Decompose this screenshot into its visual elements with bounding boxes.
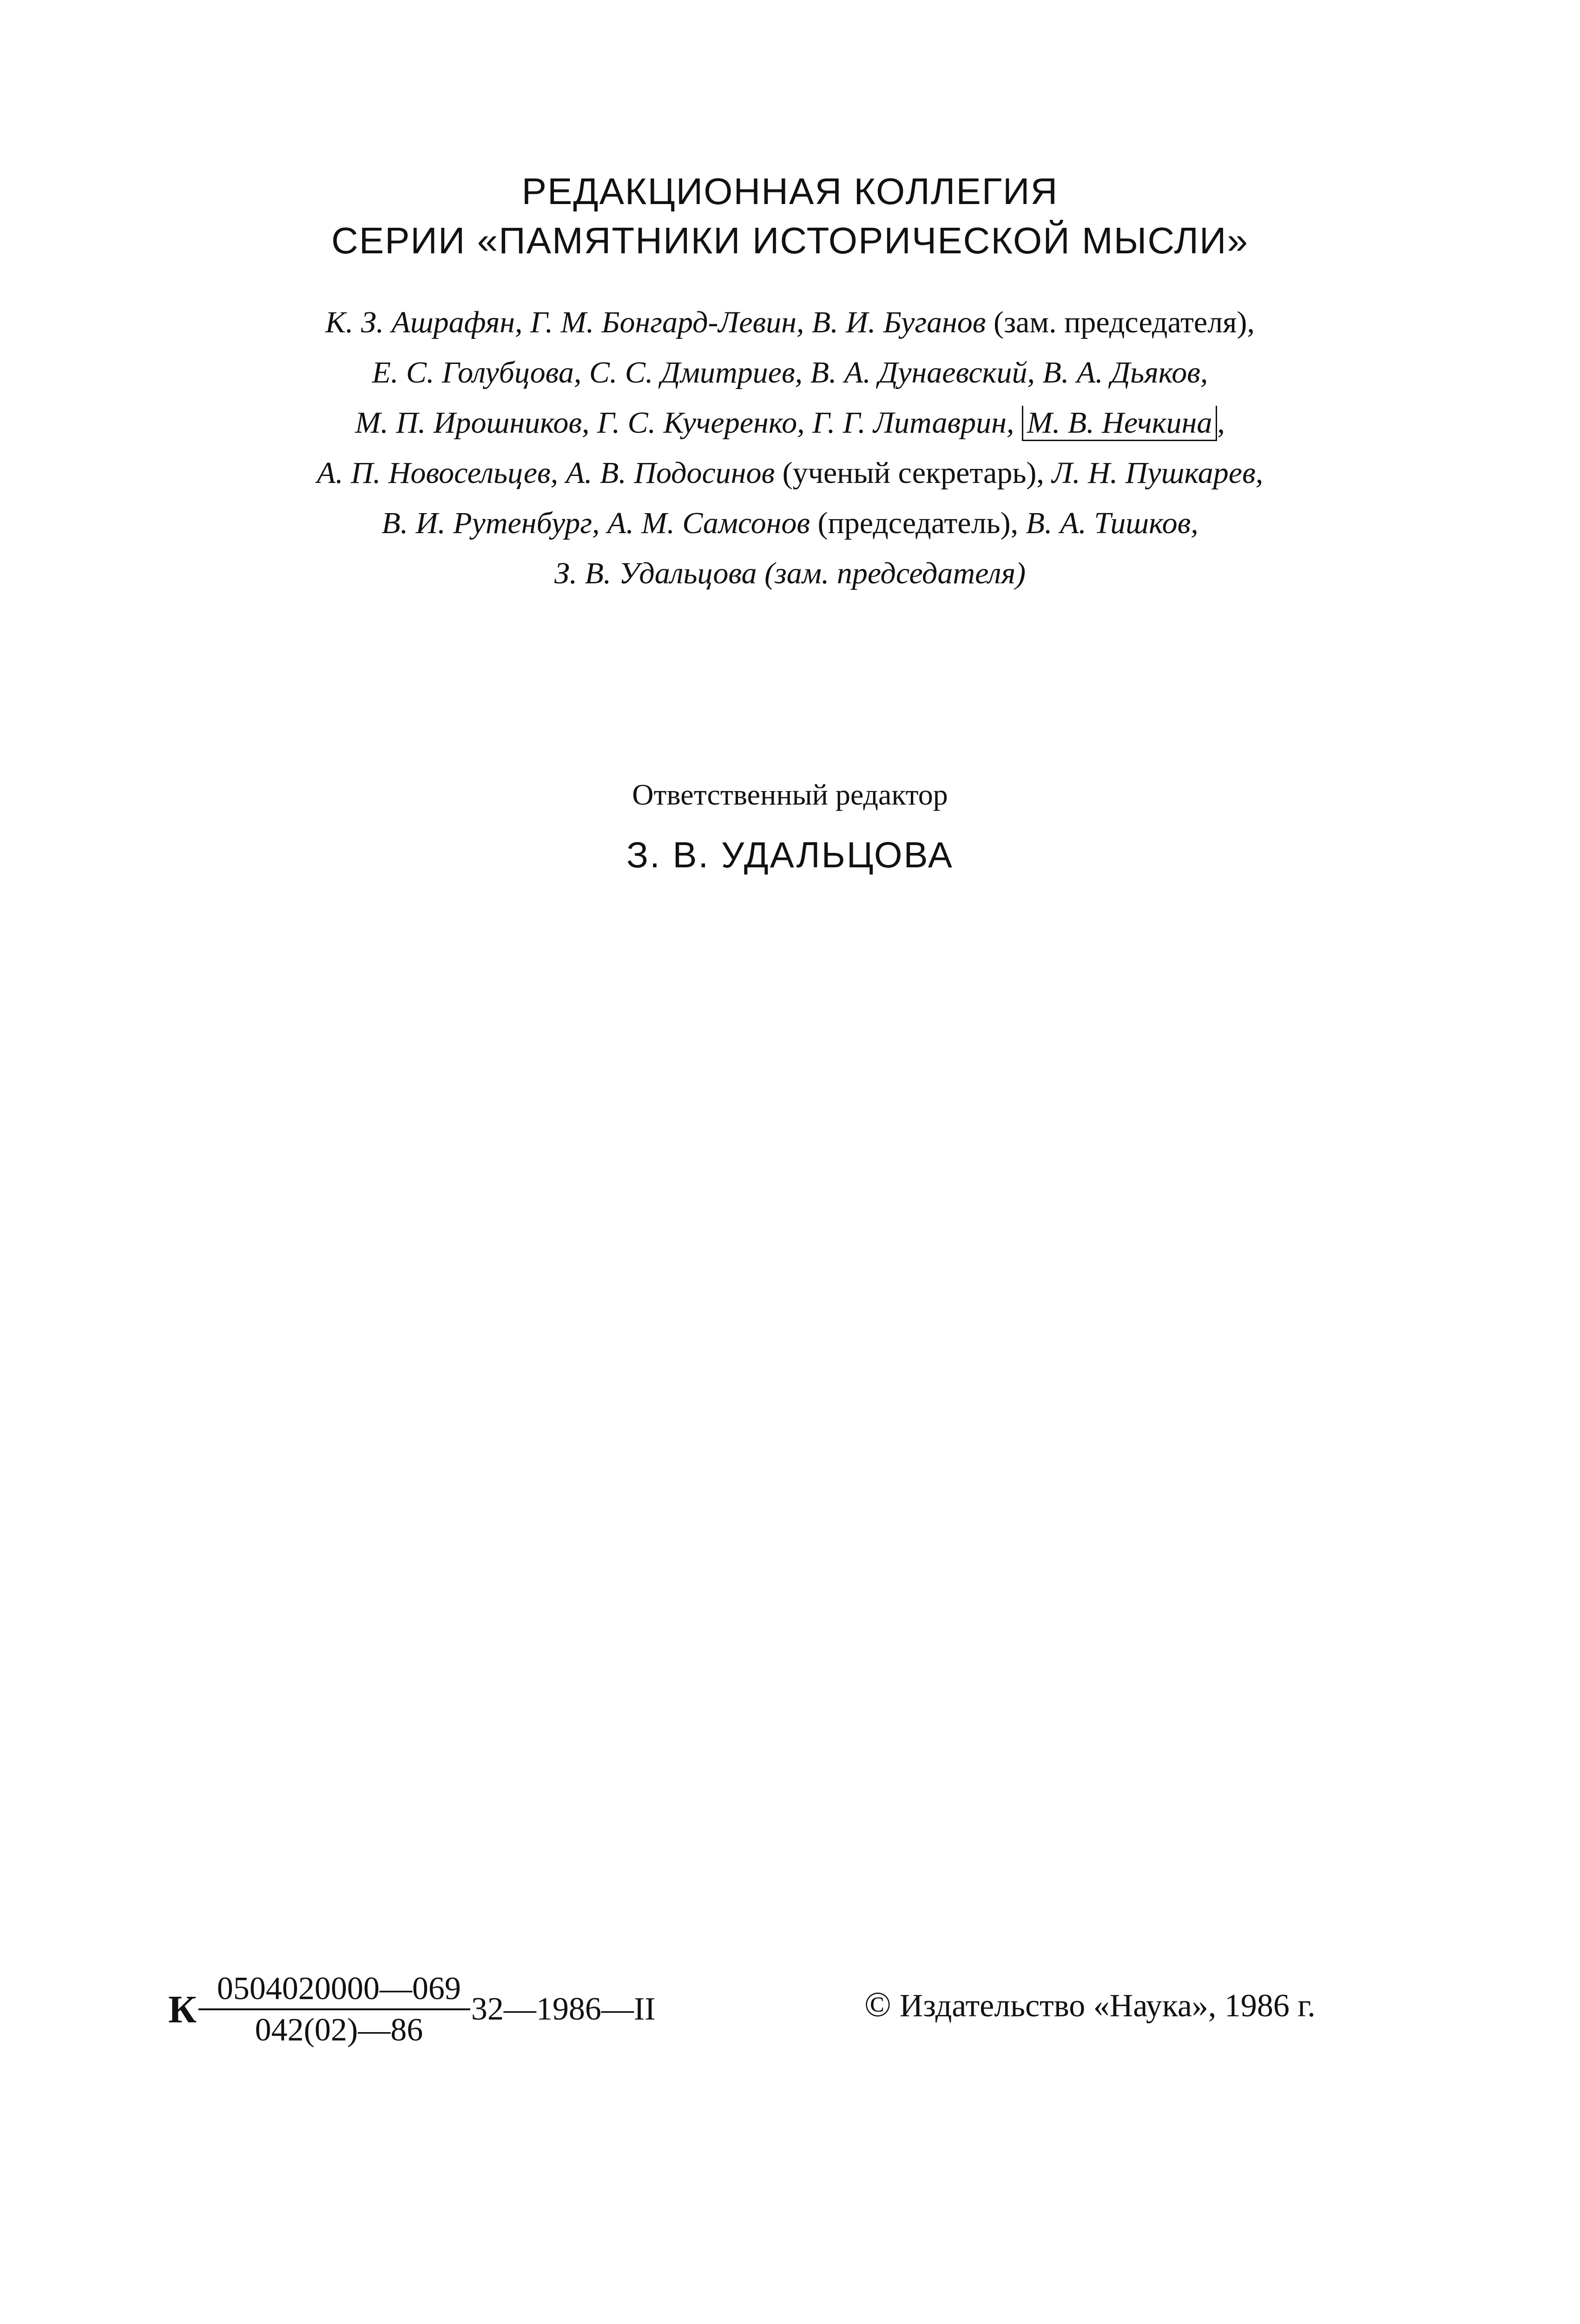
member-name: Е. С. Голубцова,: [372, 356, 582, 390]
member-line: [167, 398, 1413, 448]
member-name: В. И. Буганов: [811, 305, 986, 339]
member-name: (зам. председателя): [764, 556, 1026, 590]
member-name: К. З. Ашрафян,: [325, 305, 523, 339]
member-role: (зам. председателя),: [993, 305, 1255, 339]
index-denominator: 042(02)—86: [255, 2012, 423, 2048]
member-name: Г. С. Кучеренко,: [597, 406, 805, 440]
member-role: (председатель),: [817, 506, 1019, 540]
member-role: ,: [1217, 406, 1225, 440]
board-members-list: [167, 297, 1413, 599]
index-letter: К: [168, 1987, 197, 2031]
member-line: [167, 548, 1413, 599]
member-name: В. А. Дунаевский,: [810, 356, 1035, 390]
series-title: СЕРИИ «ПАМЯТНИКИ ИСТОРИЧЕСКОЙ МЫСЛИ»: [331, 220, 1249, 261]
responsible-editor-name: З. В. УДАЛЬЦОВА: [626, 834, 954, 875]
index-numerator: 0504020000—069: [198, 1971, 470, 2010]
member-line: [167, 498, 1413, 548]
member-name: З. В. Удальцова: [554, 556, 757, 590]
responsible-editor-label: Ответственный редактор: [632, 778, 948, 811]
member-name: В. А. Тишков,: [1026, 506, 1198, 540]
copyright-icon: ©: [864, 1985, 891, 2024]
copyright-notice: [864, 1987, 1316, 2022]
member-name: А. В. Подосинов: [566, 456, 775, 490]
member-name-deceased: М. В. Нечкина: [1022, 406, 1217, 441]
member-name: С. С. Дмитриев,: [589, 356, 803, 390]
copyright-text: Издательство «Наука», 1986 г.: [899, 1988, 1316, 2024]
member-name: А. П. Новосельцев,: [316, 456, 559, 490]
publication-index: [168, 1961, 656, 2058]
member-name: М. П. Ирошников,: [355, 406, 590, 440]
member-name: Г. Г. Литаврин,: [812, 406, 1014, 440]
member-line: [167, 297, 1413, 348]
member-name: В. А. Дьяков,: [1042, 356, 1208, 390]
index-suffix: 32—1986—II: [471, 1991, 656, 2027]
board-title: РЕДАКЦИОННАЯ КОЛЛЕГИЯ: [521, 171, 1059, 212]
member-name: А. М. Самсонов: [607, 506, 810, 540]
member-name: Г. М. Бонгард-Левин,: [530, 305, 804, 339]
member-role: (ученый секретарь),: [782, 456, 1044, 490]
member-name: В. И. Рутенбург,: [382, 506, 600, 540]
member-line: [167, 448, 1413, 498]
index-fraction: [198, 1971, 470, 2048]
member-line: [167, 348, 1413, 398]
member-name: Л. Н. Пушкарев,: [1052, 456, 1264, 490]
